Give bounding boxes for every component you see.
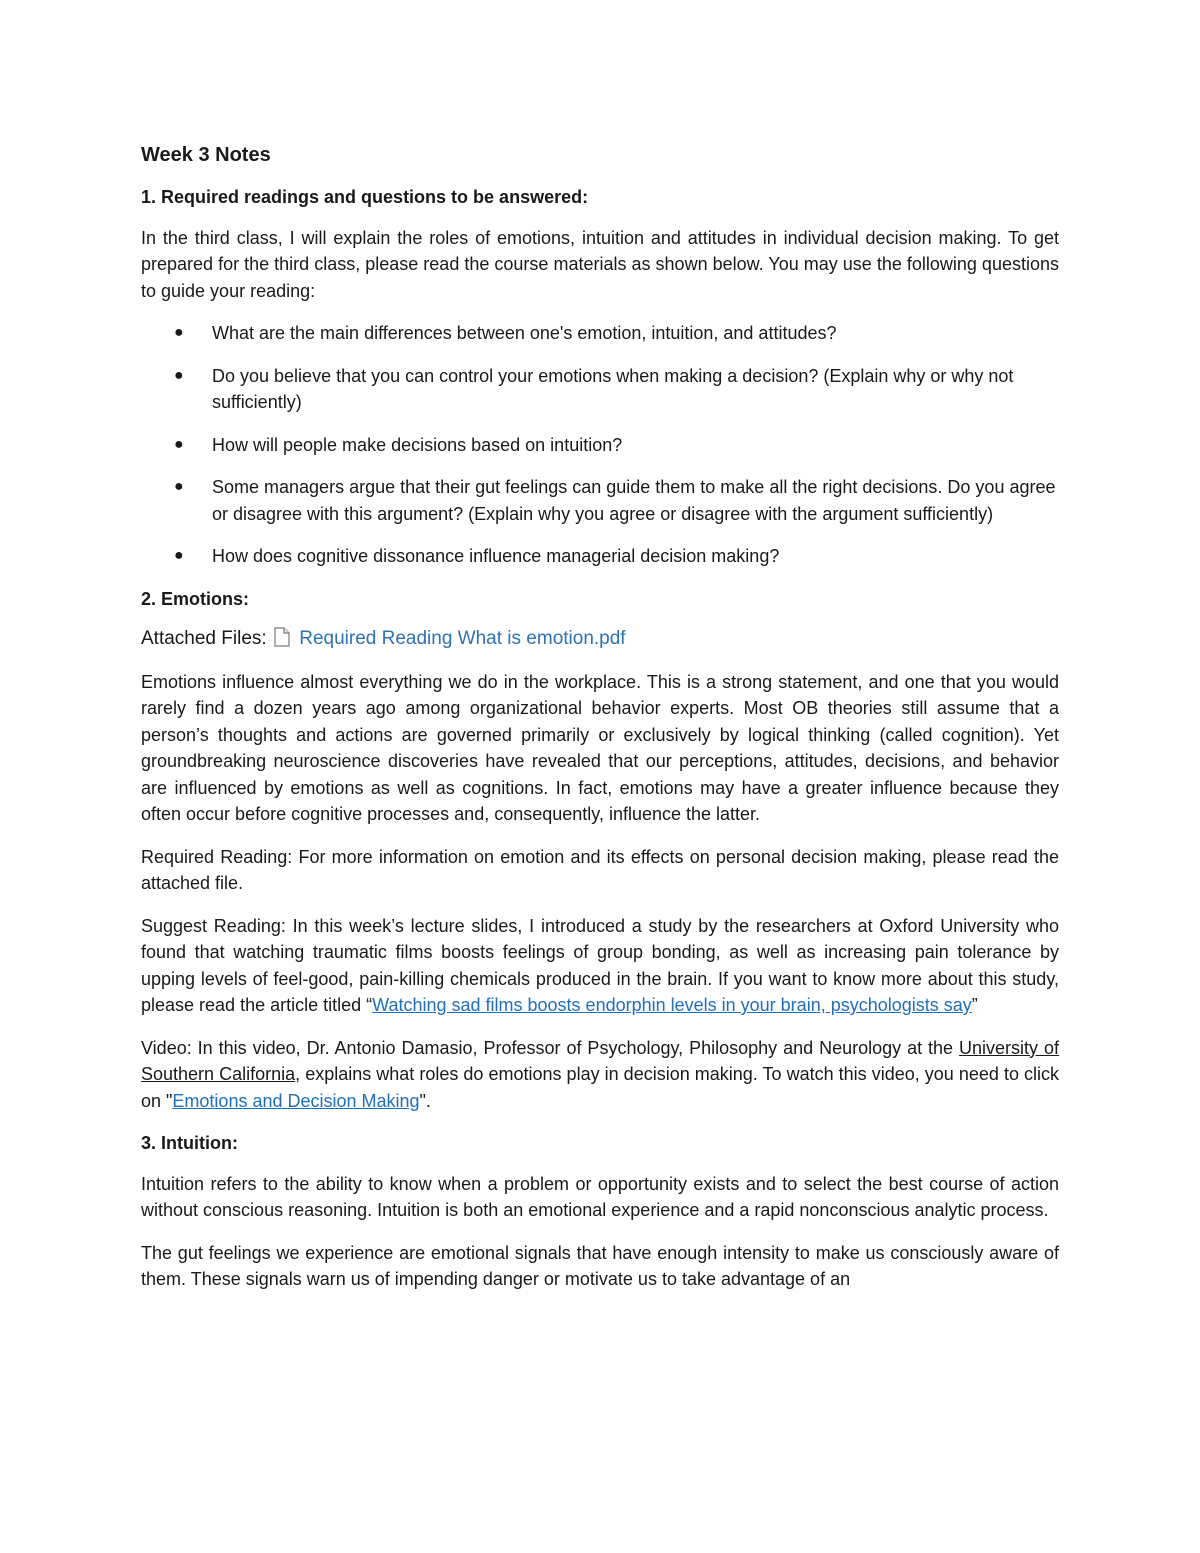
section-2-heading: 2. Emotions: [141,588,250,609]
page-title: Week 3 Notes [141,144,271,166]
university-link[interactable]: University of Southern California [141,1037,1059,1084]
required-reading-paragraph: Required Reading: For more information on emotion and its effects on personal decision making, please read the attached file. [141,846,1059,893]
section-1-intro: In the third class, I will explain the roles of emotions, intuition and attitudes in individual decision making. To get prepared for the third class, please read the course materials as shown below. You may use the following questions to guide your reading: [141,227,1059,301]
list-item: ● How does cognitive dissonance influence managerial decision making? [141,543,1059,570]
bullet-icon: ● [174,478,184,495]
article-link[interactable]: Watching sad films boosts endorphin levels in your brain, psychologists say [372,995,972,1015]
bullet-icon: ● [174,324,184,341]
bullet-icon: ● [174,366,184,384]
list-item: ● Some managers argue that their gut feelings can guide them to make all the right decisions. Do you agree or disagree with this argument? (Explain why you agree or disagree with the argument sufficiently) [141,474,1059,527]
attached-files [141,626,1059,653]
document-page [141,140,1059,1309]
file-icon [274,627,290,647]
emotions-paragraph: Emotions influence almost everything we do in the workplace. This is a strong statement, and one that you would rarely find a dozen years ago among organizational behavior experts. Most OB theories still assume that a person’s thoughts and actions are governed primarily or exclusively by logical thinking (called cognition). Yet groundbreaking neuroscience discoveries have revealed that our perceptions, attitudes, decisions, and behavior are influenced by emotions as well as cognitions. In fact, emotions may have a greater influence because they often occur before cognitive processes and, consequently, influence the latter. [141,671,1059,824]
video-paragraph: Video: In this video, Dr. Antonio Damasio, Professor of Psychology, Philosophy and Neurology at the University of Southern California, explains what roles do emotions play in decision making. To watch this video, you need to click on "Emotions and Decision Making". [141,1037,1059,1111]
attached-file-link[interactable]: Required Reading What is emotion.pdf [299,628,626,649]
video-link[interactable]: Emotions and Decision Making [172,1090,420,1111]
list-item: ● How will people make decisions based on intuition? [141,432,1059,459]
gut-feelings-paragraph: The gut feelings we experience are emotional signals that have enough intensity to make us consciously aware of them. These signals warn us of impending danger or motivate us to take advantage of an [141,1242,1059,1289]
list-item: ● Do you believe that you can control your emotions when making a decision? (Explain why or why not sufficiently) [141,363,1059,416]
attached-files-label: Attached Files: [141,628,267,649]
section-3-heading: 3. Intuition: [141,1133,238,1153]
intuition-paragraph: Intuition refers to the ability to know when a problem or opportunity exists and to select the best course of action without conscious reasoning. Intuition is both an emotional experience and a rapid nonconscious analytic process. [141,1173,1059,1220]
section-1-heading: 1. Required readings and questions to be answered: [141,187,589,207]
suggest-reading-paragraph: Suggest Reading: In this week’s lecture slides, I introduced a study by the researchers at Oxford University who found that watching traumatic films boosts feelings of group bonding, as well as increasing pain tolerance by upping levels of feel-good, pain-killing chemicals produced in the brain. If you want to know more about this study, please read the article titled “Watching sad films boosts endorphin levels in your brain, psychologists say” [141,915,1059,1015]
question-list [141,320,1059,570]
list-item: ● What are the main differences between one's emotion, intuition, and attitudes? [141,320,1059,347]
bullet-icon: ● [174,435,184,453]
bullet-icon: ● [174,547,184,564]
